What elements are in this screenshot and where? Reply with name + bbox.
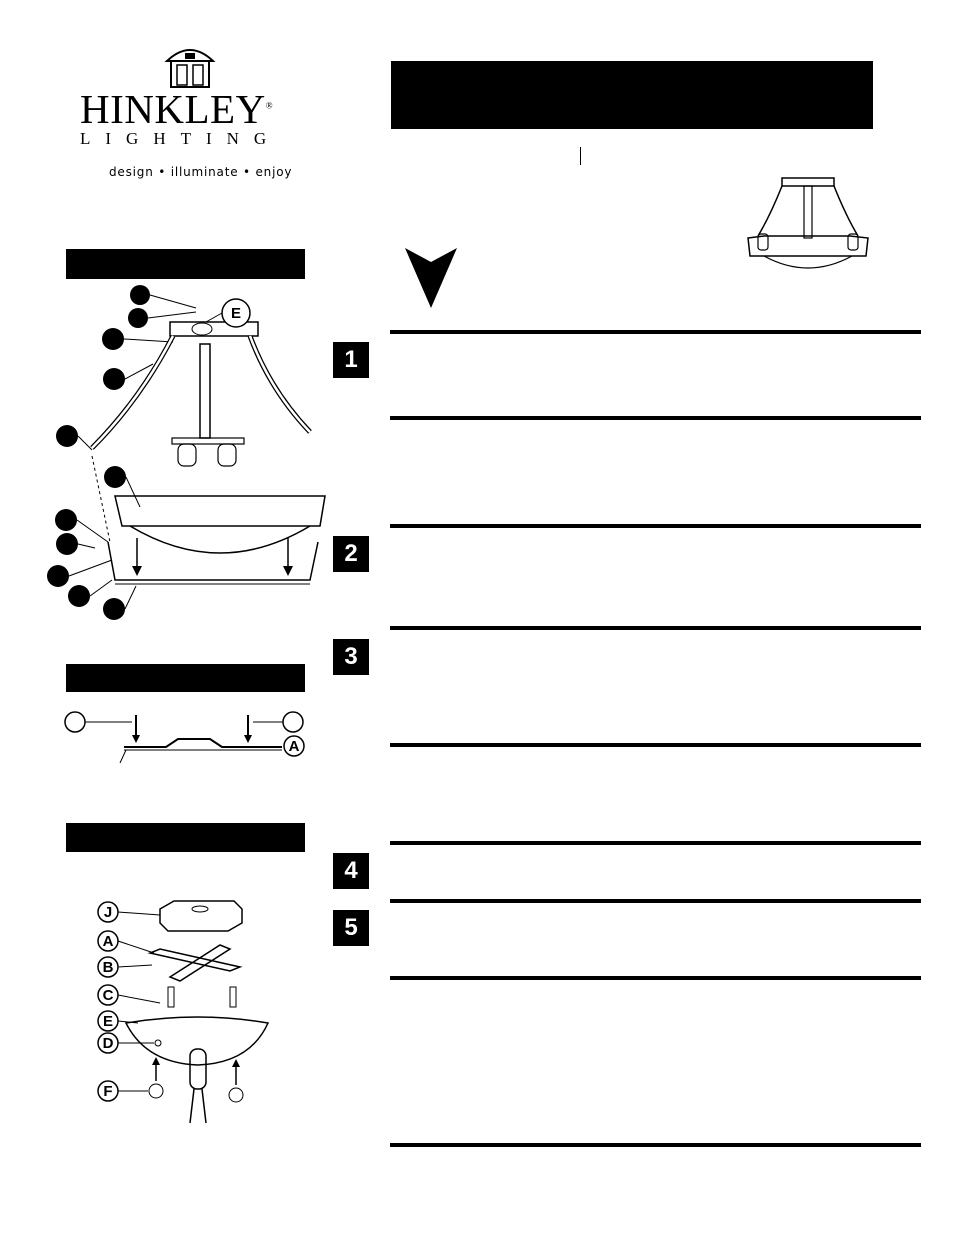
brand-subname: LIGHTING <box>80 129 282 148</box>
title-divider <box>580 147 581 165</box>
mounting-strap-diagram <box>60 705 310 765</box>
step-1-badge: 1 <box>333 342 369 378</box>
label-e: E <box>230 305 242 322</box>
exploded-parts-diagram <box>40 280 330 625</box>
rule-9 <box>390 1143 921 1147</box>
label-b: B <box>102 959 114 976</box>
rule-2 <box>390 416 921 420</box>
step-2-badge: 2 <box>333 536 369 572</box>
label-e-canopy: E <box>102 1013 114 1030</box>
label-j: J <box>103 904 113 921</box>
down-arrow-icon <box>405 248 457 308</box>
label-a-strap: A <box>288 738 300 755</box>
section-header-mounting <box>66 823 305 852</box>
rule-4 <box>390 626 921 630</box>
label-d: D <box>102 1035 114 1052</box>
rule-5 <box>390 743 921 747</box>
rule-7 <box>390 899 921 903</box>
house-logo-icon <box>165 45 215 89</box>
label-a-bar: A <box>102 933 114 950</box>
title-bar <box>391 61 873 129</box>
fixture-thumbnail <box>740 176 875 274</box>
rule-6 <box>390 841 921 845</box>
rule-8 <box>390 976 921 980</box>
brand-tagline: design • illuminate • enjoy <box>109 165 293 179</box>
section-header-strap <box>66 664 305 692</box>
brand-name: HINKLEY® <box>80 86 274 132</box>
label-c: C <box>102 987 114 1004</box>
step-3-badge: 3 <box>333 639 369 675</box>
mounting-assembly-diagram <box>90 895 290 1130</box>
label-f: F <box>103 1083 113 1100</box>
rule-3 <box>390 524 921 528</box>
rule-1 <box>390 330 921 334</box>
section-header-parts <box>66 249 305 279</box>
step-4-badge: 4 <box>333 853 369 889</box>
step-5-badge: 5 <box>333 910 369 946</box>
